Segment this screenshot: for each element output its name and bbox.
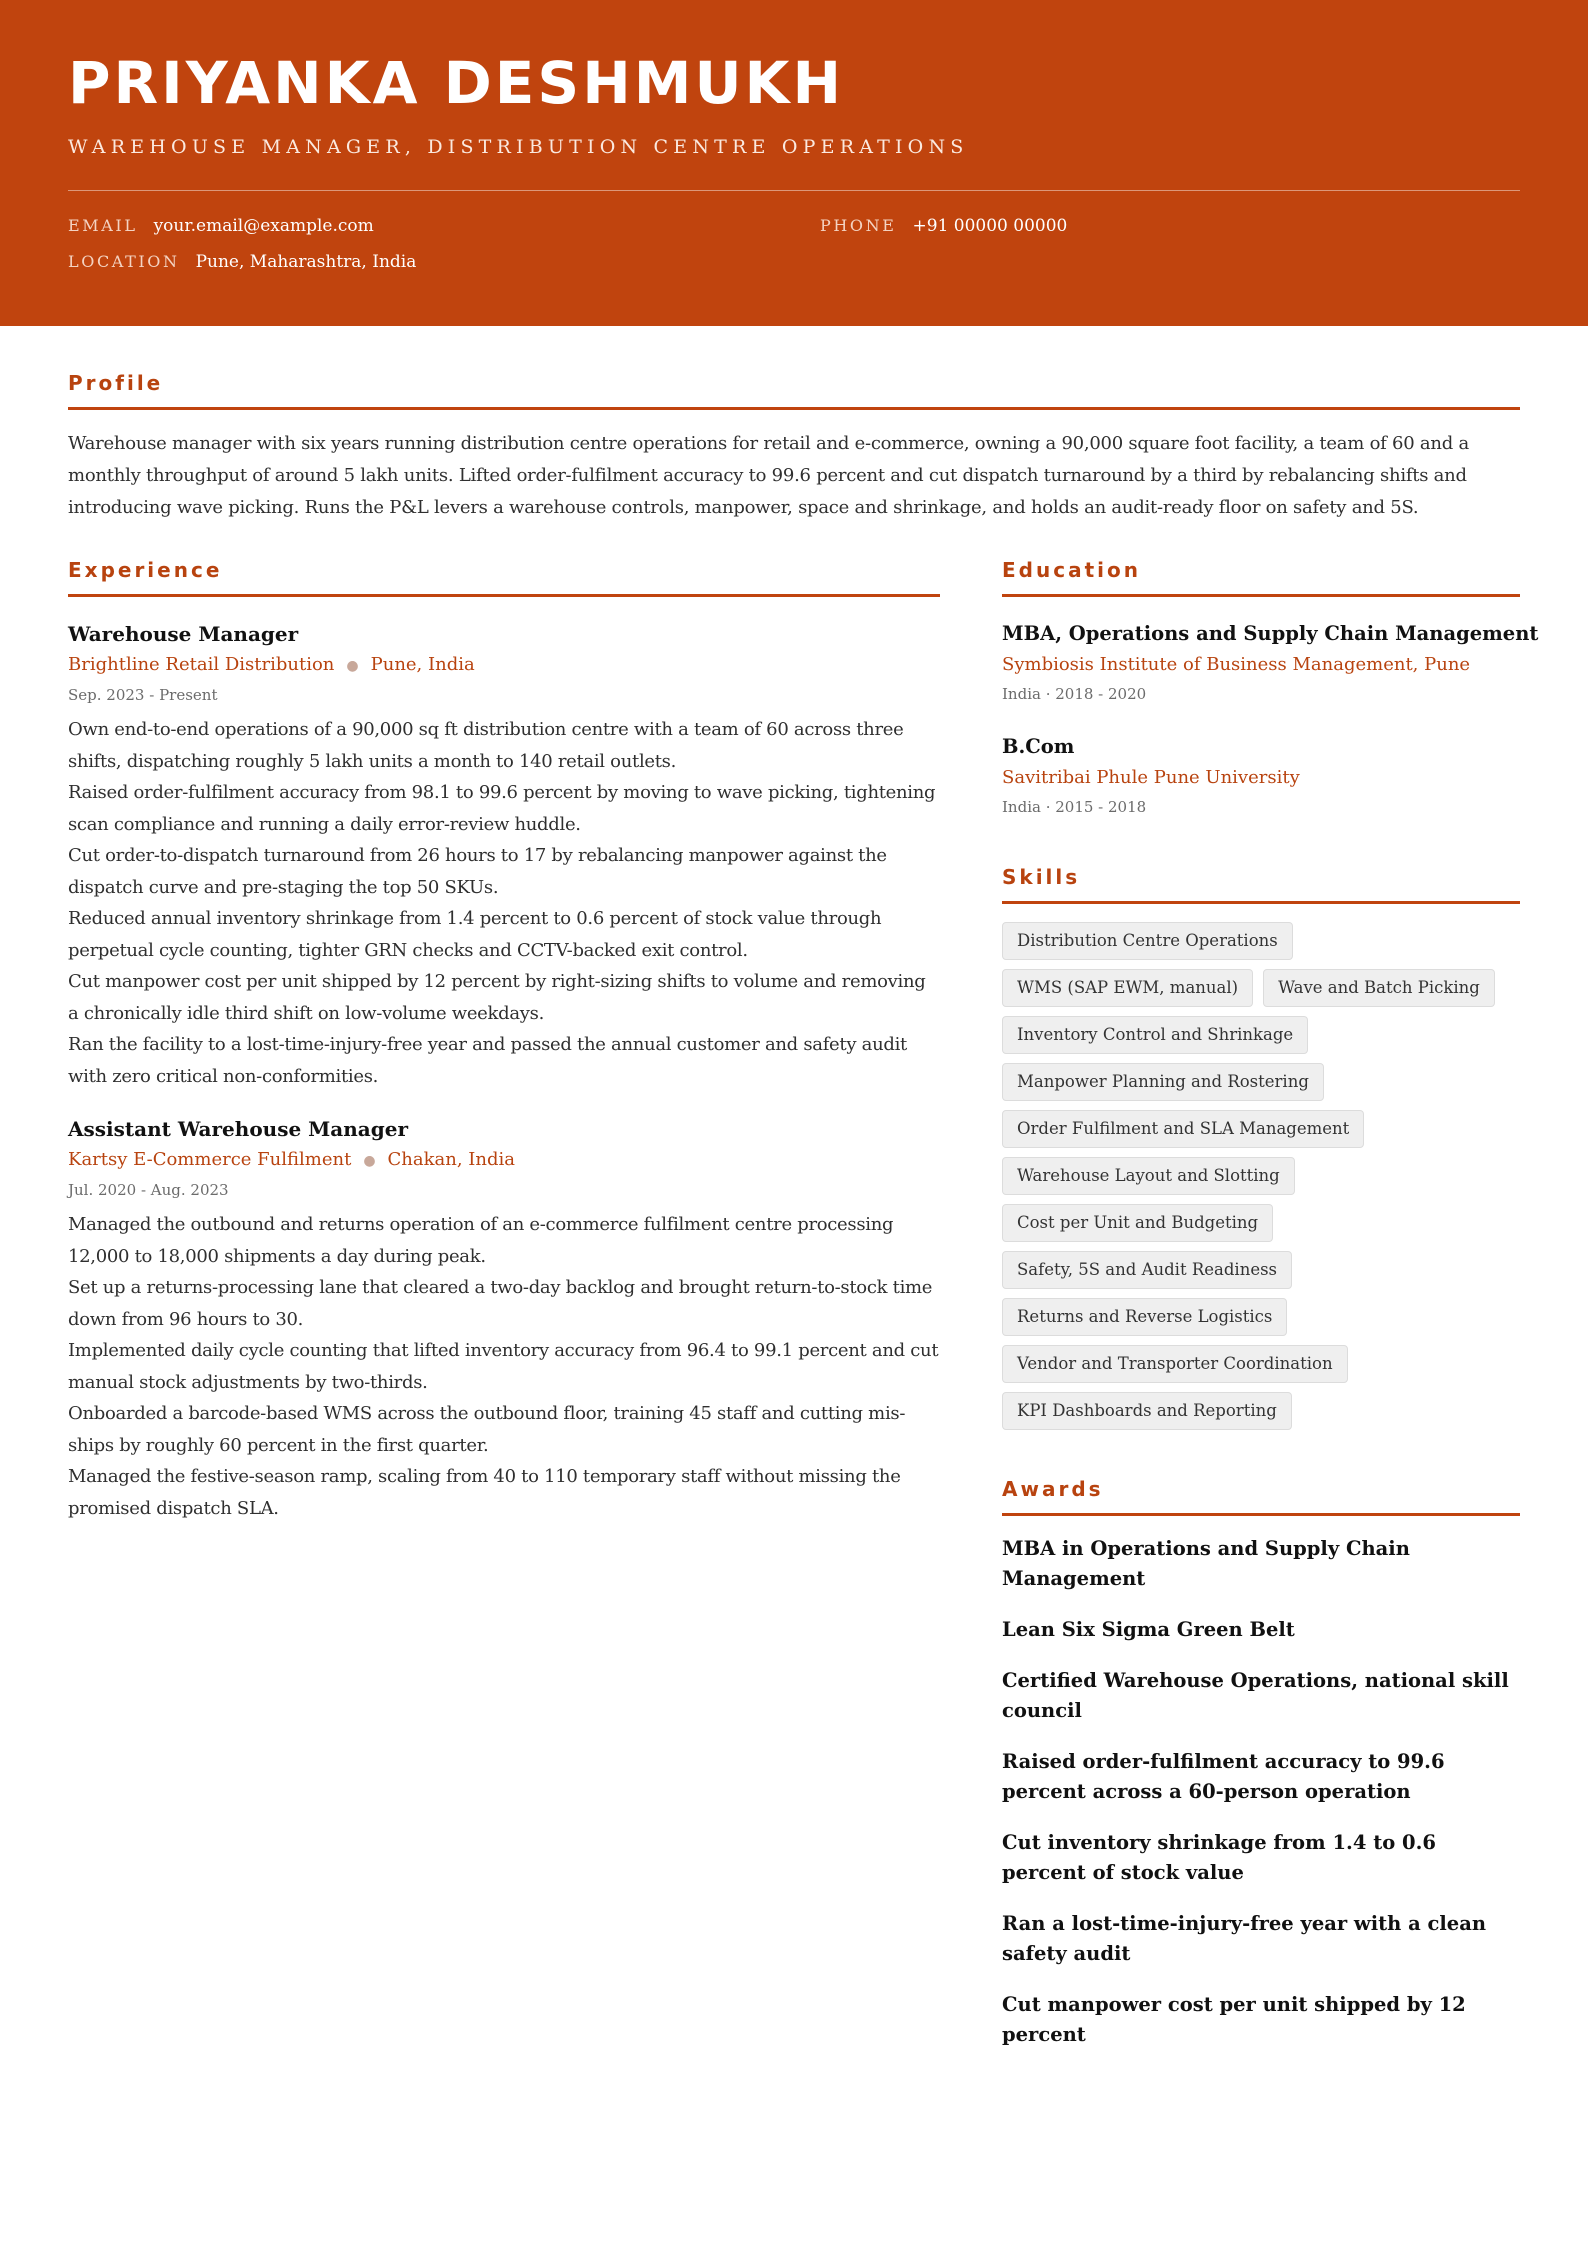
skill-chip: Cost per Unit and Budgeting (1002, 1204, 1273, 1242)
award-item: Lean Six Sigma Green Belt (1002, 1618, 1295, 1641)
job-bullet: Onboarded a barcode-based WMS across the outbound floor, training 45 staff and cutting mis-ships by roughly 60 percent in the first quarter. (68, 1403, 906, 1456)
separator-dot-icon: ● (363, 1153, 376, 1169)
job-bullet: Raised order-fulfilment accuracy from 98.1 to 99.6 percent by moving to wave picking, tightening scan compliance and running a daily error-review huddle. (68, 782, 936, 835)
job-company: Brightline Retail Distribution (68, 654, 335, 675)
job-bullet: Managed the outbound and returns operation of an e-commerce fulfilment centre processing 12,000 to 18,000 shipments a day during peak. (68, 1214, 894, 1267)
job-bullet: Reduced annual inventory shrinkage from 1.4 percent to 0.6 percent of stock value through perpetual cycle counting, tighter GRN checks and CCTV-backed exit control. (68, 908, 882, 961)
awards-heading: Awards (1002, 1477, 1104, 1501)
job-bullet: Managed the festive-season ramp, scaling from 40 to 110 temporary staff without missing the promised dispatch SLA. (68, 1466, 901, 1519)
two-column-layout (68, 558, 1539, 2071)
email-value[interactable]: your.email@example.com (153, 216, 374, 236)
skill-chip: Order Fulfilment and SLA Management (1002, 1110, 1364, 1148)
separator-dot-icon: ● (346, 658, 359, 674)
skill-chip: WMS (SAP EWM, manual) (1002, 969, 1253, 1007)
skills-heading: Skills (1002, 865, 1081, 889)
job-bullets (68, 714, 940, 1092)
skill-chip: Vendor and Transporter Coordination (1002, 1345, 1348, 1383)
job-company: Kartsy E-Commerce Fulfilment (68, 1149, 352, 1170)
award-item: Cut manpower cost per unit shipped by 12 percent (1002, 1993, 1466, 2046)
section-divider (1002, 594, 1520, 597)
education-entry (1002, 621, 1539, 704)
contact-block (68, 215, 1520, 295)
skills-section (1002, 865, 1520, 1439)
awards-section (1002, 1477, 1520, 2050)
job-organization (68, 653, 940, 678)
job-entry (68, 1116, 940, 1524)
header-banner (0, 0, 1588, 326)
profile-heading: Profile (68, 371, 164, 395)
job-bullet: Cut manpower cost per unit shipped by 12 percent by right-sizing shifts to volume and removing a chronically idle third shift on low-volume weekdays. (68, 971, 926, 1024)
education-entry (1002, 734, 1520, 817)
skill-chip: Inventory Control and Shrinkage (1002, 1016, 1308, 1054)
sidebar-column (1002, 558, 1539, 2071)
skill-chip: Distribution Centre Operations (1002, 922, 1293, 960)
experience-section (68, 558, 940, 2071)
job-dates: Jul. 2020 - Aug. 2023 (68, 1181, 229, 1199)
profile-section (68, 371, 1520, 524)
contact-email (68, 215, 374, 237)
skill-chip: Safety, 5S and Audit Readiness (1002, 1251, 1292, 1289)
job-dates: Sep. 2023 - Present (68, 686, 218, 704)
skill-chip: Returns and Reverse Logistics (1002, 1298, 1287, 1336)
education-school: Savitribai Phule Pune University (1002, 767, 1300, 788)
header-divider (68, 190, 1520, 191)
job-bullet: Ran the facility to a lost-time-injury-free year and passed the annual customer and safety audit with zero critical non-conformities. (68, 1034, 907, 1087)
award-item: Ran a lost-time-injury-free year with a clean safety audit (1002, 1912, 1487, 1965)
email-label: EMAIL (68, 216, 138, 235)
candidate-name: PRIYANKA DESHMUKH (68, 49, 845, 117)
section-divider (1002, 901, 1520, 904)
phone-label: PHONE (820, 216, 897, 235)
award-item: Raised order-fulfilment accuracy to 99.6 percent across a 60-person operation (1002, 1750, 1445, 1803)
job-location: Chakan, India (387, 1149, 516, 1170)
job-entry (68, 621, 940, 1092)
skill-chip: Warehouse Layout and Slotting (1002, 1157, 1295, 1195)
education-degree: MBA, Operations and Supply Chain Management (1002, 622, 1539, 645)
section-divider (68, 407, 1520, 410)
education-meta: India · 2015 - 2018 (1002, 798, 1147, 816)
education-degree: B.Com (1002, 735, 1075, 758)
award-item: Certified Warehouse Operations, national skill council (1002, 1669, 1509, 1722)
phone-value: +91 00000 00000 (912, 216, 1068, 236)
skill-chip: Manpower Planning and Rostering (1002, 1063, 1324, 1101)
contact-phone (820, 215, 1067, 237)
job-organization (68, 1148, 940, 1173)
section-divider (1002, 1513, 1520, 1516)
profile-summary: Warehouse manager with six years running distribution centre operations for retail and e-commerce, owning a 90,000 square foot facility, a team of 60 and a monthly throughput of around 5 lakh units. Lifted order-fulfilment accuracy to 99.6 percent and cut dispatch turnaround by a third by rebalancing shifts and introducing wave picking. Runs the P&L levers a warehouse controls, manpower, space and shrinkage, and holds an audit-ready floor on safety and 5S. (68, 433, 1469, 518)
location-value: Pune, Maharashtra, India (195, 252, 417, 272)
skill-chip: Wave and Batch Picking (1263, 969, 1495, 1007)
job-title: Warehouse Manager (68, 622, 299, 646)
job-title: Assistant Warehouse Manager (68, 1117, 408, 1141)
location-label: LOCATION (68, 252, 180, 271)
resume-body (0, 371, 1588, 2071)
education-school: Symbiosis Institute of Business Management, Pune (1002, 654, 1471, 675)
award-item: MBA in Operations and Supply Chain Management (1002, 1537, 1410, 1590)
education-heading: Education (1002, 558, 1141, 582)
job-bullet: Implemented daily cycle counting that lifted inventory accuracy from 96.4 to 99.1 percent and cut manual stock adjustments by two-thirds. (68, 1340, 939, 1393)
job-bullet: Cut order-to-dispatch turnaround from 26 hours to 17 by rebalancing manpower against the dispatch curve and pre-staging the top 50 SKUs. (68, 845, 887, 898)
contact-location (68, 251, 416, 273)
awards-list (1002, 1534, 1520, 2050)
job-bullet: Set up a returns-processing lane that cleared a two-day backlog and brought return-to-stock time down from 96 hours to 30. (68, 1277, 933, 1330)
job-location: Pune, India (370, 654, 475, 675)
job-bullet: Own end-to-end operations of a 90,000 sq ft distribution centre with a team of 60 across three shifts, dispatching roughly 5 lakh units a month to 140 retail outlets. (68, 719, 904, 772)
experience-heading: Experience (68, 558, 223, 582)
award-item: Cut inventory shrinkage from 1.4 to 0.6 percent of stock value (1002, 1831, 1436, 1884)
job-subtitle: WAREHOUSE MANAGER, DISTRIBUTION CENTRE OPERATIONS (68, 136, 969, 158)
skills-list (1002, 922, 1520, 1439)
education-section (1002, 558, 1539, 817)
education-meta: India · 2018 - 2020 (1002, 685, 1147, 703)
section-divider (68, 594, 940, 597)
skill-chip: KPI Dashboards and Reporting (1002, 1392, 1292, 1430)
job-bullets (68, 1209, 940, 1524)
